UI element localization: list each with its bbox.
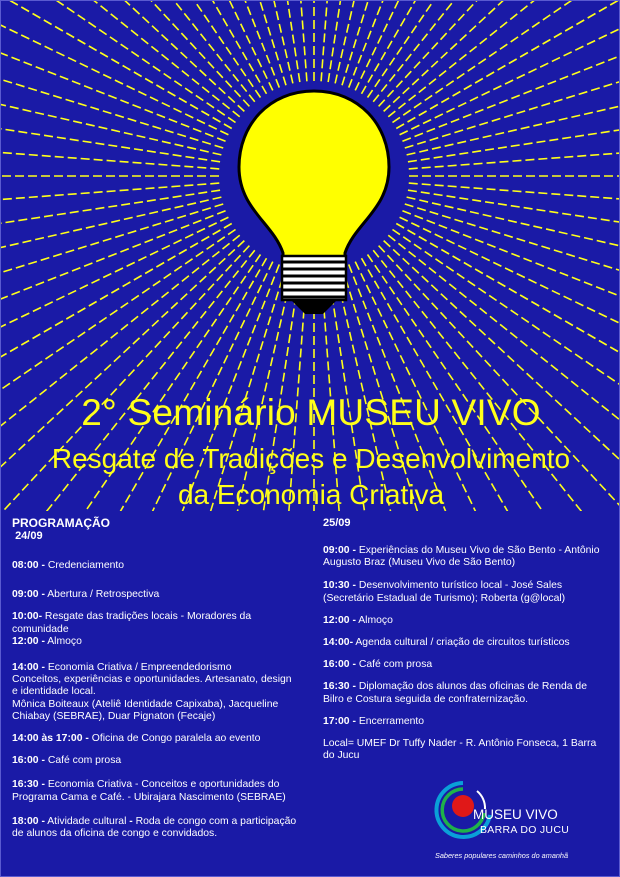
list-item: 18:00 - Atividade cultural - Roda de congo com a participação de alunos da oficina de congo e convidados. (12, 815, 297, 840)
list-item: 16:00 - Café com prosa (323, 659, 433, 671)
list-item: 12:00 - Almoço (323, 614, 393, 626)
schedule-day2 (323, 517, 608, 762)
venue-text: Local= UMEF Dr Tuffy Nader - R. Antônio Fonseca, 1 Barra do Jucu (323, 738, 597, 762)
seminar-subtitle-line1: Resgate de Tradições e Desenvolvimento (51, 443, 571, 474)
list-item: 12:00 - Almoço (12, 635, 82, 647)
list-item: 16:00 - Café com prosa (12, 755, 122, 767)
list-item: 09:00 - Abertura / Retrospectiva (12, 589, 160, 601)
museu-vivo-logo (433, 779, 613, 864)
logo-name: MUSEU VIVO (473, 807, 558, 822)
logo-tagline: Saberes populares caminhos do amanhã (435, 851, 569, 860)
programacao-heading: PROGRAMAÇÃO (12, 516, 110, 530)
list-item: 14:00 às 17:00 - Oficina de Congo paralela ao evento (12, 733, 261, 745)
list-item: 17:00 - Encerramento (323, 715, 425, 727)
list-item: 09:00 - Experiências do Museu Vivo de São Bento - Antônio Augusto Braz (Museu Vivo de São Bento) (323, 545, 600, 569)
logo-place: BARRA DO JUCU (480, 824, 570, 836)
list-item: 10:30 - Desenvolvimento turístico local - José Sales (Secretário Estadual de Turismo); Roberta (g@local) (323, 580, 566, 604)
list-item: 16:30 - Economia Criativa - Conceitos e oportunidades do Programa Cama e Café. - Ubirajara Nascimento (SEBRAE) (12, 779, 286, 803)
list-item: 08:00 - Credenciamento (12, 560, 125, 571)
list-item: 16:30 - Diplomação dos alunos das oficinas de Renda de Bilro e Costura seguida de confraternização. (323, 681, 587, 705)
list-item: 14:00- Agenda cultural / criação de circuitos turísticos (323, 637, 570, 649)
light-bulb-icon (1, 1, 620, 331)
list-item: 14:00 - Economia Criativa / Empreendedorismo Conceitos, experiências e oportunidades. Artesanato, design e identidade local. Mônica Boiteaux (Ateliê Identidade Capixaba), Jacqueline Chiabay (SEBRAE), Duar Pignaton (Fecaje) (12, 662, 292, 722)
seminar-subtitle-line2: da Economia Criativa (177, 479, 445, 510)
day2-date: 25/09 (323, 517, 351, 529)
seminar-title: 2° Seminário MUSEU VIVO (81, 392, 541, 433)
day1-date: 24/09 (15, 530, 43, 542)
schedule-day1 (12, 517, 297, 840)
list-item: 10:00- Resgate das tradições locais - Moradores da comunidade (12, 611, 252, 635)
